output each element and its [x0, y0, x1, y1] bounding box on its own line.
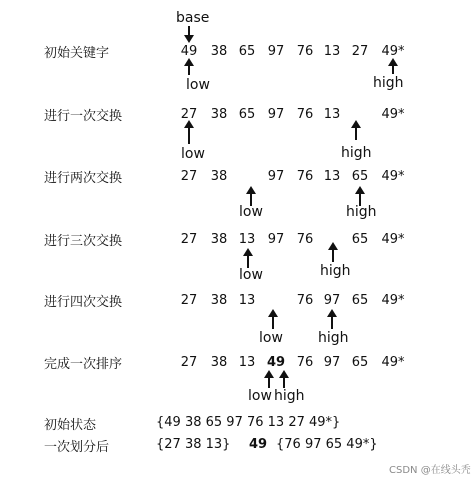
- high-up-arrow-icon: [388, 58, 398, 74]
- high-up-arrow-icon: [355, 186, 365, 206]
- key-cell: 76: [296, 169, 314, 184]
- key-cell: 13: [238, 232, 256, 247]
- key-cell: 49*: [381, 355, 405, 370]
- initial-state-values: {49 38 65 97 76 13 27 49*}: [156, 415, 341, 430]
- key-cell: 27: [180, 169, 198, 184]
- key-cell: 13: [238, 293, 256, 308]
- watermark: CSDN @在线头秃: [389, 465, 471, 476]
- key-cell: 49*: [381, 232, 405, 247]
- key-cell: 97: [323, 355, 341, 370]
- key-cell: 76: [296, 293, 314, 308]
- key-cell: 49*: [381, 107, 405, 122]
- low-label: low: [239, 204, 263, 220]
- low-up-arrow-icon: [184, 120, 194, 144]
- low-label: low: [181, 146, 205, 162]
- key-cell: 38: [210, 169, 228, 184]
- high-up-arrow-icon: [328, 242, 338, 262]
- key-cell: 97: [323, 293, 341, 308]
- key-cell: 27: [180, 293, 198, 308]
- initial-state-label: 初始状态: [44, 418, 97, 433]
- left-partition: {27 38 13}: [156, 437, 231, 452]
- high-label: high: [320, 263, 351, 279]
- key-cell: 65: [238, 44, 256, 59]
- key-cell: 49: [180, 44, 198, 59]
- base-label: base: [176, 10, 210, 26]
- key-cell: 27: [351, 44, 369, 59]
- high-up-arrow-icon: [279, 370, 289, 388]
- base-down-arrow-icon: [184, 26, 194, 43]
- key-cell: 97: [267, 232, 285, 247]
- high-label: high: [318, 330, 349, 346]
- high-up-arrow-icon: [327, 309, 337, 329]
- low-label: low: [248, 388, 272, 404]
- key-cell: 13: [238, 355, 256, 370]
- right-partition: {76 97 65 49*}: [276, 437, 378, 452]
- high-up-arrow-icon: [351, 120, 361, 140]
- key-cell: 65: [351, 232, 369, 247]
- low-up-arrow-icon: [264, 370, 274, 388]
- key-cell: 65: [351, 169, 369, 184]
- row-label-initial: 初始关键字: [44, 46, 110, 61]
- pivot-cell: 49: [266, 355, 286, 370]
- key-cell: 13: [323, 44, 341, 59]
- row-label-done: 完成一次排序: [44, 357, 123, 372]
- high-label: high: [341, 145, 372, 161]
- key-cell: 65: [351, 355, 369, 370]
- key-cell: 27: [180, 107, 198, 122]
- key-cell: 13: [323, 169, 341, 184]
- key-cell: 38: [210, 293, 228, 308]
- low-up-arrow-icon: [184, 58, 194, 75]
- key-cell: 76: [296, 232, 314, 247]
- high-label: high: [373, 75, 404, 91]
- key-cell: 65: [351, 293, 369, 308]
- key-cell: 97: [267, 169, 285, 184]
- key-cell: 38: [210, 355, 228, 370]
- row-label-swap-3: 进行三次交换: [44, 234, 123, 249]
- low-label: low: [239, 267, 263, 283]
- low-label: low: [259, 330, 283, 346]
- low-up-arrow-icon: [268, 309, 278, 329]
- key-cell: 97: [267, 107, 285, 122]
- key-cell: 49*: [381, 169, 405, 184]
- key-cell: 13: [323, 107, 341, 122]
- key-cell: 27: [180, 232, 198, 247]
- key-cell: 27: [180, 355, 198, 370]
- key-cell: 49*: [381, 293, 405, 308]
- low-up-arrow-icon: [243, 248, 253, 268]
- key-cell: 49*: [381, 44, 405, 59]
- after-partition-label: 一次划分后: [44, 440, 110, 455]
- row-label-swap-1: 进行一次交换: [44, 109, 123, 124]
- pivot-value: 49: [249, 437, 268, 452]
- key-cell: 76: [296, 44, 314, 59]
- high-label: high: [346, 204, 377, 220]
- high-label: high: [274, 388, 305, 404]
- low-up-arrow-icon: [246, 186, 256, 206]
- key-cell: 76: [296, 107, 314, 122]
- key-cell: 38: [210, 107, 228, 122]
- row-label-swap-4: 进行四次交换: [44, 295, 123, 310]
- key-cell: 38: [210, 44, 228, 59]
- key-cell: 76: [296, 355, 314, 370]
- row-label-swap-2: 进行两次交换: [44, 171, 123, 186]
- key-cell: 97: [267, 44, 285, 59]
- key-cell: 38: [210, 232, 228, 247]
- low-label: low: [186, 77, 210, 93]
- key-cell: 65: [238, 107, 256, 122]
